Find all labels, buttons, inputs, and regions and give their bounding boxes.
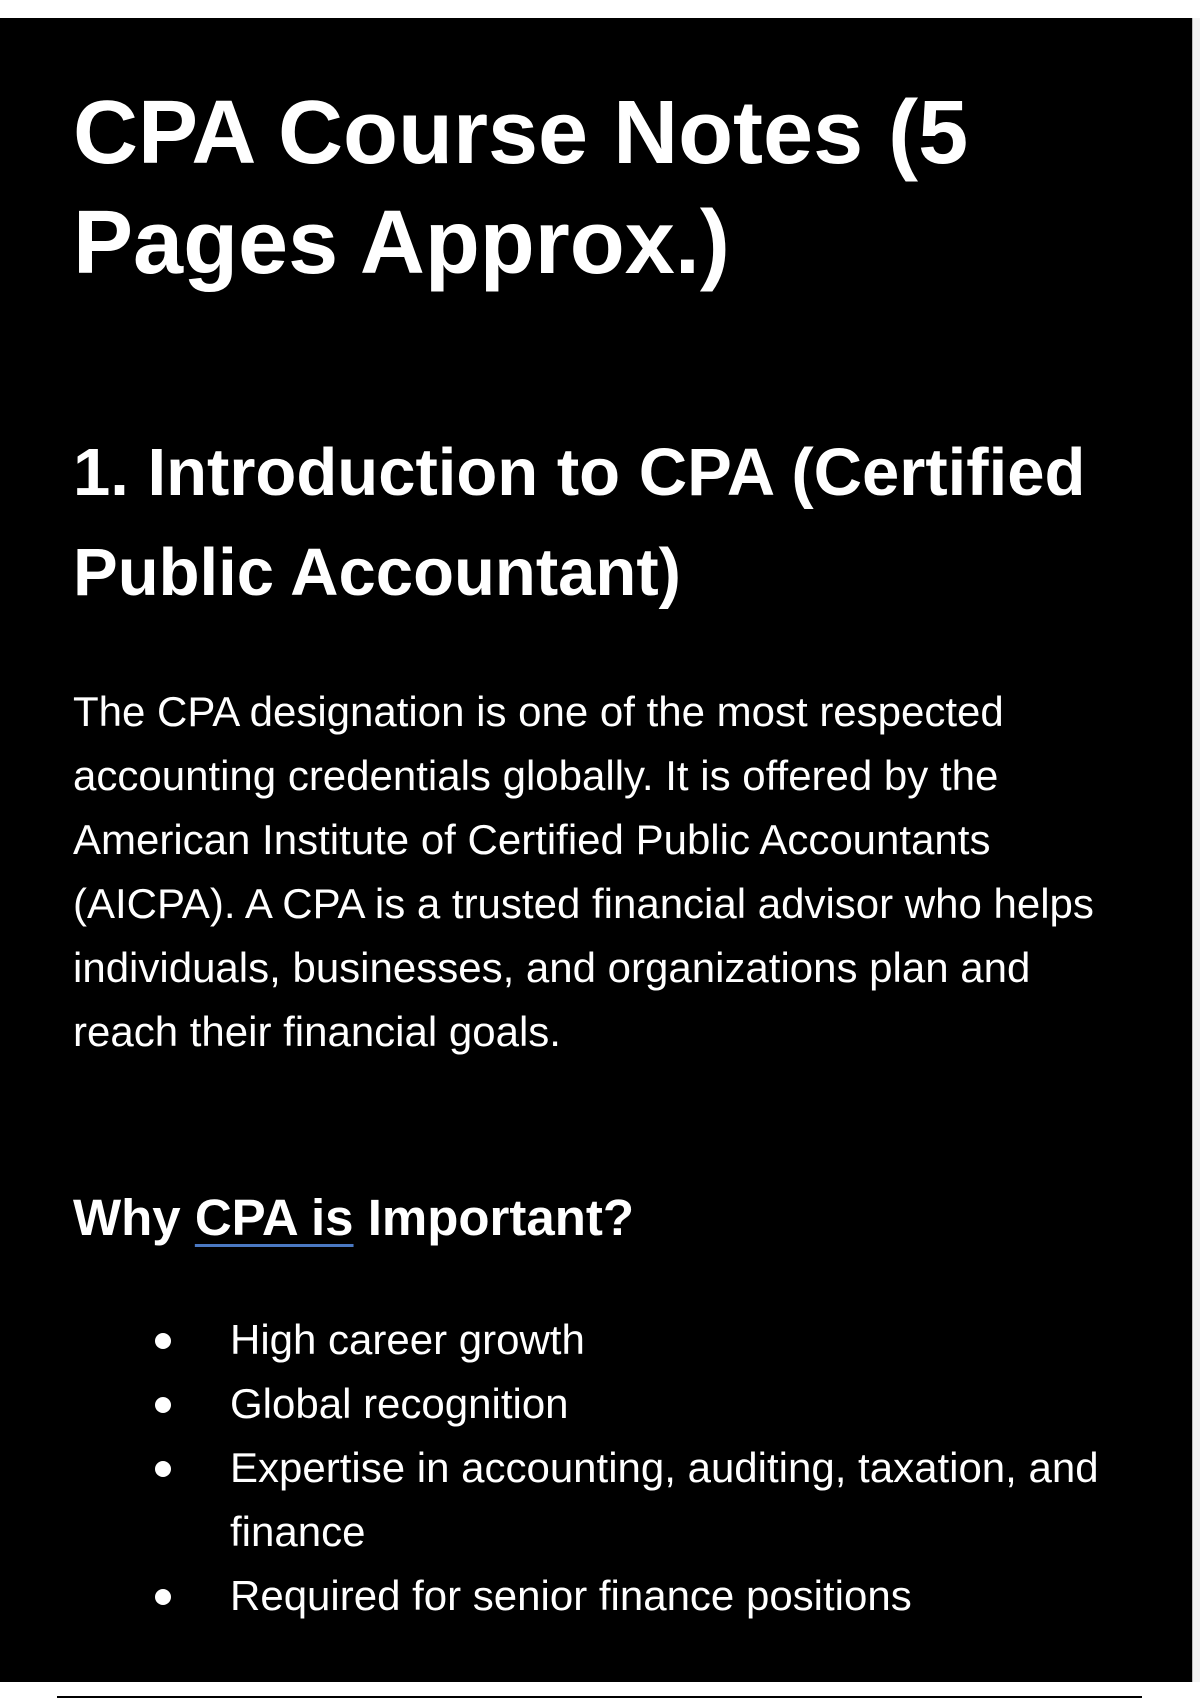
list-item [0,1436,1130,1564]
benefits-bullet-list [0,1308,1200,1628]
list-item [0,1564,1130,1628]
document-page [0,18,1200,1682]
list-item-text: Global recognition [230,1380,569,1427]
bullet-icon [155,1461,171,1477]
section-heading: 1. Introduction to CPA (Certified Public Accountant) [73,435,1086,610]
list-item [0,1308,1130,1372]
subheading-text-before: Why [73,1189,195,1246]
list-item-text: Expertise in accounting, auditing, taxation, and finance [230,1444,1099,1555]
bottom-divider [57,1696,1142,1698]
list-item-text: High career growth [230,1316,585,1363]
bullet-icon [155,1333,171,1349]
bullet-icon [155,1397,171,1413]
spellcheck-underlined-text[interactable]: CPA is [194,1189,354,1246]
document-title: CPA Course Notes (5 Pages Approx.) [73,83,969,293]
list-item [0,1372,1130,1436]
bullet-icon [155,1589,171,1605]
subheading-why-cpa [73,1183,634,1253]
intro-paragraph: The CPA designation is one of the most respected accounting credentials globally. It is offered by the American Institute of Certified Public Accountants (AICPA). A CPA is a trusted financial advisor who helps individuals, businesses, and organizations plan and reach their financial goals. [73,688,1094,1055]
subheading-text-after: Important? [353,1189,635,1246]
list-item-text: Required for senior finance positions [230,1572,912,1619]
